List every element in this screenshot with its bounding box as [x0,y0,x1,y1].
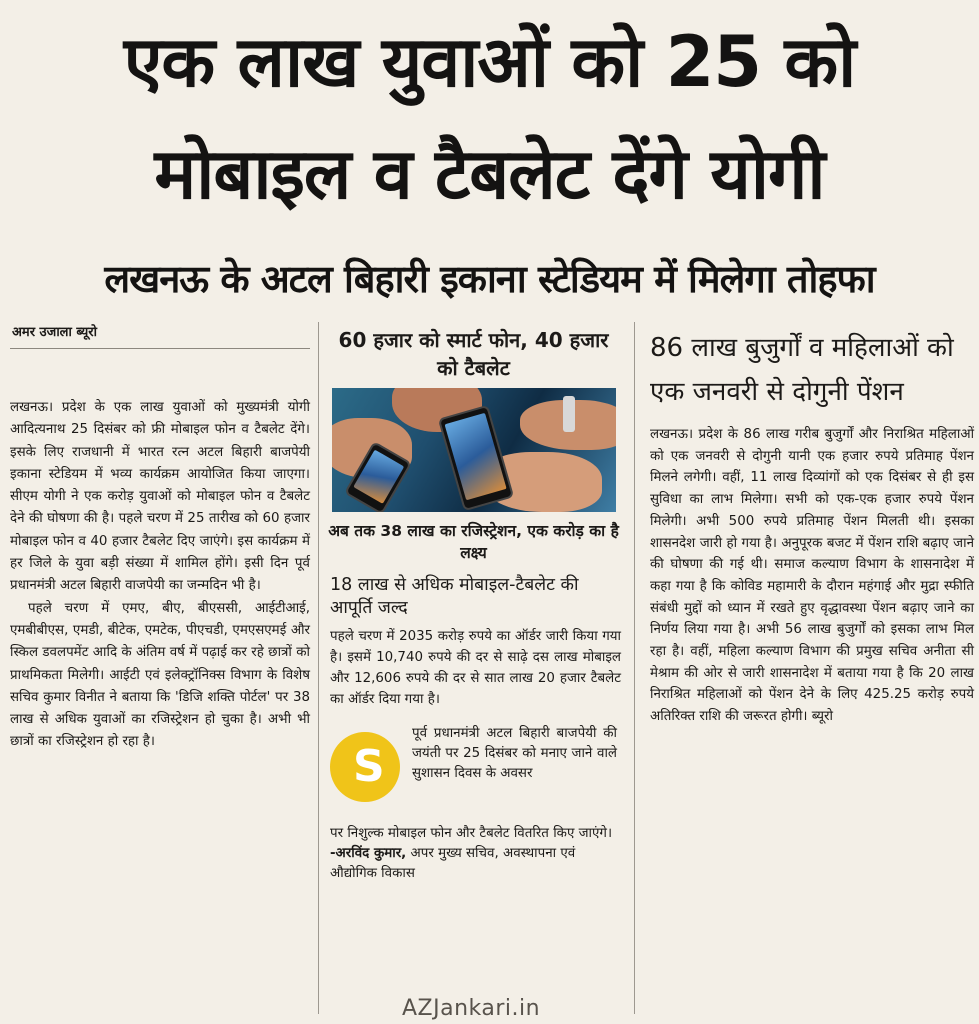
subheadline: लखनऊ के अटल बिहारी इकाना स्टेडियम में मिलेगा तोहफा [104,257,875,301]
yellow-logo-icon: S [330,732,400,802]
column-divider [318,322,319,1014]
headline-line-1: एक लाख युवाओं को 25 को [123,21,856,103]
quote-author: -अरविंद कुमार, [330,846,407,861]
quote-designation: अपर मुख्य सचिव, अवस्थापना एवं औद्योगिक विकास [330,846,576,881]
column-divider [634,322,635,1014]
quote-continuation [330,824,617,884]
photo-caption: अब तक 38 लाख का रजिस्ट्रेशन, एक करोड़ का है लक्ष्य [328,522,619,562]
right-column [646,318,974,728]
sub-heading: 18 लाख से अधिक मोबाइल-टैबलेट की आपूर्ति जल्द [330,575,579,618]
box-heading: 60 हजार को स्मार्ट फोन, 40 हजार को टैबलेट [338,328,609,380]
quote-text: पर निशुल्क मोबाइल फोन और टैबलेट वितरित किए जाएंगे। [330,826,613,841]
watermark: AZJankari.in [402,996,541,1021]
photo-hands-with-phones [332,388,616,512]
article-paragraph: लखनऊ। प्रदेश के 86 लाख गरीब बुजुर्गों और निराश्रित महिलाओं को एक जनवरी से दोगुनी यानी एक हजार रुपये प्रतिमाह पेंशन मिलने लगेगी। वहीं, 11 लाख दिव्यांगों को एक दिसंबर से ही इस सुविधा का लाभ मिलेगा। सभी को एक-एक हजार रुपये पेंशन मिलेगी। अभी 500 रुपये प्रतिमाह पेंशन मिलती थी। इसका शासनदेश जारी हो गया है। अनुपूरक बजट में पेंशन राशि बढ़ाए जाने की घोषणा की गई थी। समाज कल्याण विभाग के शासनादेश में कहा गया है कि कोविड महामारी के दौरान महंगाई और मुद्रा स्फीति संबंधी मुद्दों को ध्यान में रखते हुए वृद्धावस्था पेंशन बढ़ाए जाने का निर्णय लिया गया है। अभी 56 लाख बुजुर्गों को इसका लाभ मिल रहा है। वहीं, महिला कल्याण विभाग की प्रमुख सचिव अनीता सी मेश्राम की ओर से जारी शासनादेश में बताया गया है कि 20 लाख निराश्रित महिलाओं को पेंशन देने के लिए 425.25 करोड़ रुपये अतिरिक्त राशि की जरूरत होगी। ब्यूरो [650,427,974,725]
headline-line-2: मोबाइल व टैबलेट देंगे योगी [154,133,825,215]
article-paragraph: लखनऊ। प्रदेश के एक लाख युवाओं को मुख्यमंत्री योगी आदित्यनाथ 25 दिसंबर को फ्री मोबाइल फोन व टैबलेट देंगे। इसके लिए राजधानी में भारत रत्न अटल बिहारी बाजपेयी इकाना स्टेडियम में भव्य कार्यक्रम आयोजित किया जाएगा। सीएम योगी ने एक करोड़ युवाओं को मोबाइल फोन व टैबलेट देने की घोषणा की है। पहले चरण में 25 तारीख को 60 हजार मोबाइल फोन व 40 हजार टैबलेट दिए जाएंगे। इस कार्यक्रम में हर जिले के युवा बड़ी संख्या में शामिल होंगे। इसी दिन पूर्व प्रधानमंत्री अटल बिहारी वाजपेयी का जन्मदिन भी है। [10,400,310,594]
article-paragraph: पहले चरण में एमए, बीए, बीएससी, आईटीआई, एमबीबीएस, एमडी, बीटेक, एमटेक, पीएचडी, एमएसएमई और स्किल डवलपमेंट आदि के अंतिम वर्ष में पढ़ाई कर रहे छात्रों को प्राथमिकता मिलेगी। आईटी एवं इलेक्ट्रॉनिक्स विभाग के विशेष सचिव कुमार विनीत ने बताया कि 'डिजि शक्ति पोर्टल' पर 38 लाख से अधिक युवाओं का रजिस्ट्रेशन हो चुका है। अभी भी छात्रों का रजिस्ट्रेशन हो रहा है। [10,600,310,750]
byline: अमर उजाला ब्यूरो [10,318,310,349]
article-paragraph: पहले चरण में 2035 करोड़ रुपये का ऑर्डर जारी किया गया है। इसमें 10,740 रुपये की दर से साढ़े दस लाख मोबाइल और 12,606 रुपये की दर से सात लाख 20 हजार टैबलेट का ऑर्डर दिया गया है। [330,629,621,707]
middle-column [326,318,621,884]
quote-block [326,724,621,884]
quote-text: पूर्व प्रधानमंत्री अटल बिहारी बाजपेयी की जयंती पर 25 दिसंबर को मनाए जाने वाले सुशासन दिवस के अवसर [412,726,617,781]
article-heading: 86 लाख बुजुर्गों व महिलाओं को एक जनवरी से दोगुनी पेंशन [650,333,954,407]
left-column [10,318,310,754]
